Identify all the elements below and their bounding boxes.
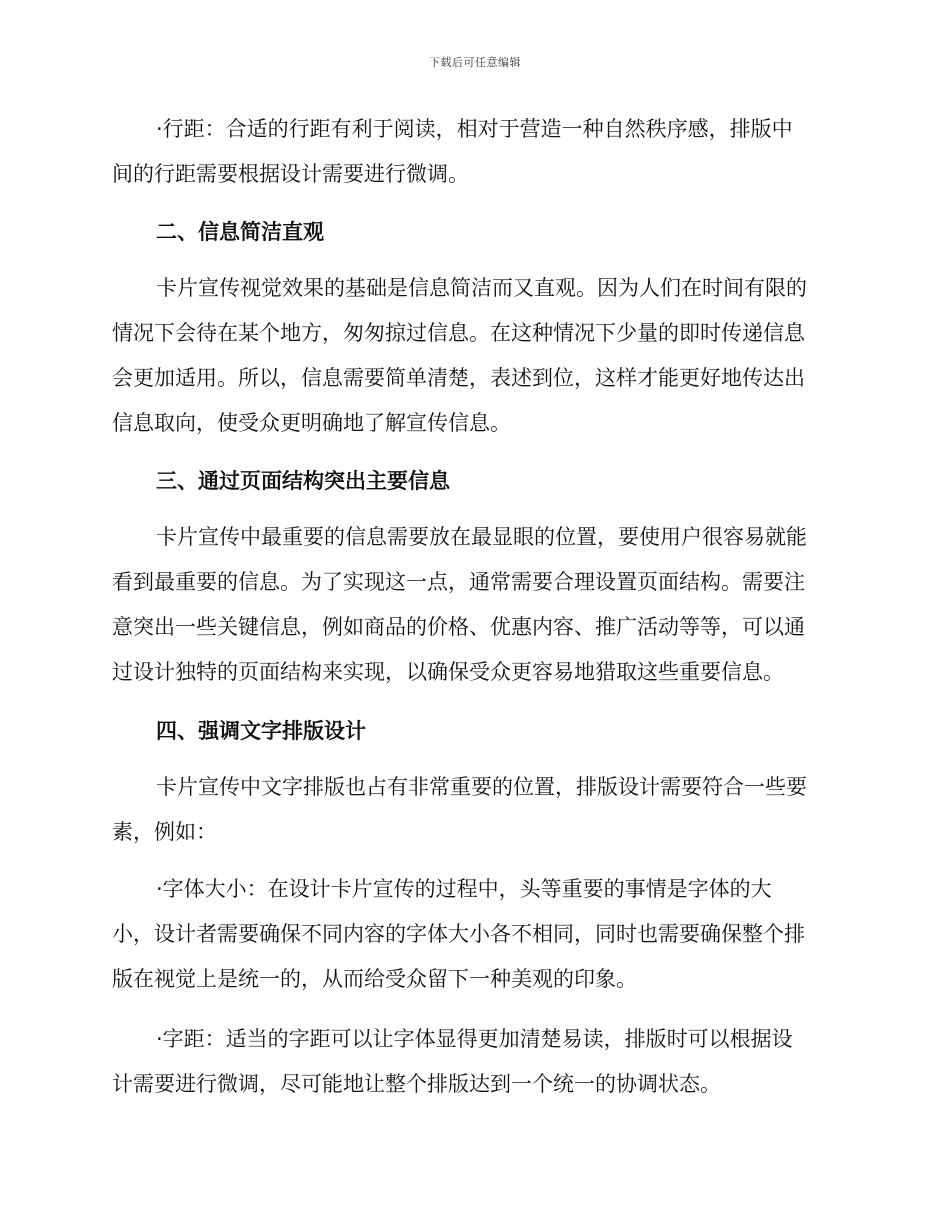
page-header: 下载后可任意编辑: [429, 56, 521, 69]
paragraph-page-structure: [112, 515, 832, 695]
paragraph-line: 间的行距需要根据设计需要进行微调。: [112, 162, 469, 186]
paragraph-line: 看到最重要的信息。为了实现这一点，通常需要合理设置页面结构。需要注: [112, 570, 805, 594]
paragraph-line: 会更加适用。所以，信息需要简单清楚，表述到位，这样才能更好地传达出: [112, 366, 805, 390]
paragraph-line: 素，例如：: [112, 820, 217, 844]
paragraph-line: 过设计独特的页面结构来实现，以确保受众更容易地猎取这些重要信息。: [112, 660, 784, 684]
section-heading-3: 三、通过页面结构突出主要信息: [156, 469, 450, 493]
paragraph-line: 卡片宣传视觉效果的基础是信息简洁而又直观。因为人们在时间有限的: [156, 276, 807, 300]
paragraph-line: ·行距：合适的行距有利于阅读，相对于营造一种自然秩序感，排版中: [156, 117, 793, 141]
paragraph-line: 小，设计者需要确保不同内容的字体大小各不相同，同时也需要确保整个排: [112, 922, 805, 946]
paragraph-line: 情况下会待在某个地方，匆匆掠过信息。在这种情况下少量的即时传递信息: [112, 321, 805, 345]
paragraph-line: ·字体大小：在设计卡片宣传的过程中，头等重要的事情是字体的大: [156, 877, 772, 901]
section-heading-2: 二、信息简洁直观: [156, 220, 324, 244]
section-heading-4: 四、强调文字排版设计: [156, 719, 366, 743]
paragraph-line: 卡片宣传中最重要的信息需要放在最显眼的位置，要使用户很容易就能: [156, 525, 807, 549]
paragraph-line: 卡片宣传中文字排版也占有非常重要的位置，排版设计需要符合一些要: [156, 775, 807, 799]
paragraph-line: 版在视觉上是统一的，从而给受众留下一种美观的印象。: [112, 967, 637, 991]
paragraph-concise-info: [112, 266, 832, 446]
paragraph-typography-intro: [112, 765, 832, 855]
paragraph-line-spacing: [112, 107, 832, 197]
paragraph-line: 信息取向，使受众更明确地了解宣传信息。: [112, 411, 511, 435]
paragraph-line: ·字距：适当的字距可以让字体显得更加清楚易读，排版时可以根据设: [156, 1027, 793, 1051]
paragraph-line: 计需要进行微调，尽可能地让整个排版达到一个统一的协调状态。: [112, 1072, 721, 1096]
paragraph-letter-spacing: [112, 1017, 832, 1107]
paragraph-line: 意突出一些关键信息，例如商品的价格、优惠内容、推广活动等等，可以通: [112, 615, 805, 639]
paragraph-font-size: [112, 867, 832, 1002]
